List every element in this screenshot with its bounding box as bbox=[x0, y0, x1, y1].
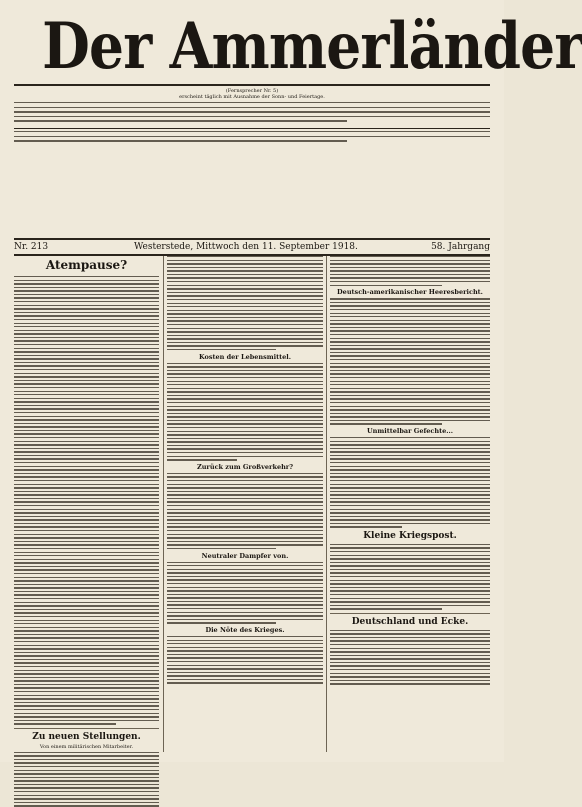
column-3-heading-3: Deutschland und Ecke. bbox=[351, 616, 469, 627]
column-2 bbox=[167, 256, 323, 752]
column-2-heading-3: Neutraler Dampfer von. bbox=[201, 551, 289, 560]
column-3-heading-4: Kleine Kriegspost. bbox=[363, 530, 457, 541]
column-3-body-1 bbox=[330, 256, 490, 286]
volume-number: 58. Jahrgang bbox=[431, 242, 490, 252]
column-2-body-4 bbox=[167, 562, 323, 624]
subscription-notice bbox=[14, 102, 490, 125]
column-2-heading-2: Zurück zum Großverkehr? bbox=[196, 462, 294, 471]
masthead-rule bbox=[14, 84, 490, 86]
column-2-body-5 bbox=[167, 636, 323, 684]
dateline bbox=[14, 240, 490, 254]
column-2-body-3 bbox=[167, 473, 323, 550]
second-article-byline: Von einem militärischen Mitarbeiter. bbox=[39, 743, 134, 750]
second-article-headline: Zu neuen Stellungen. bbox=[32, 731, 141, 742]
main-article-headline: Atempause? bbox=[45, 258, 128, 272]
notice-divider bbox=[14, 128, 490, 129]
main-article-body bbox=[14, 276, 159, 725]
column-3-body-3 bbox=[330, 437, 490, 528]
column-2-heading-4: Die Nöte des Krieges. bbox=[205, 625, 285, 634]
publication-line: erscheint täglich mit Ausnahme der Sonn- und Feiertage. bbox=[179, 94, 325, 100]
phone-line: (Fernsprecher Nr. 5) bbox=[225, 88, 279, 94]
column-3 bbox=[330, 256, 490, 752]
column-1 bbox=[14, 256, 159, 752]
column-2-body-2 bbox=[167, 363, 323, 461]
column-3-heading-1: Deutsch-amerikanischer Heeresbericht. bbox=[337, 288, 483, 297]
column-3-heading-2: Unmittelbar Gefechte... bbox=[366, 427, 454, 436]
advertisement-notice bbox=[14, 131, 490, 145]
second-article-body bbox=[14, 752, 159, 807]
column-3-body-4 bbox=[330, 544, 490, 610]
column-3-body-5 bbox=[330, 630, 490, 685]
masthead-title: Der Ammerländer bbox=[42, 9, 582, 84]
column-2-heading-1: Kosten der Lebensmittel. bbox=[199, 352, 291, 361]
column-3-body-2 bbox=[330, 298, 490, 425]
column-divider-1 bbox=[163, 256, 164, 752]
column-divider-2 bbox=[326, 256, 327, 752]
issue-number: Nr. 213 bbox=[14, 242, 49, 252]
place-date: Westerstede, Mittwoch den 11. September 1918. bbox=[134, 242, 358, 252]
column-2-body-1 bbox=[167, 256, 323, 350]
